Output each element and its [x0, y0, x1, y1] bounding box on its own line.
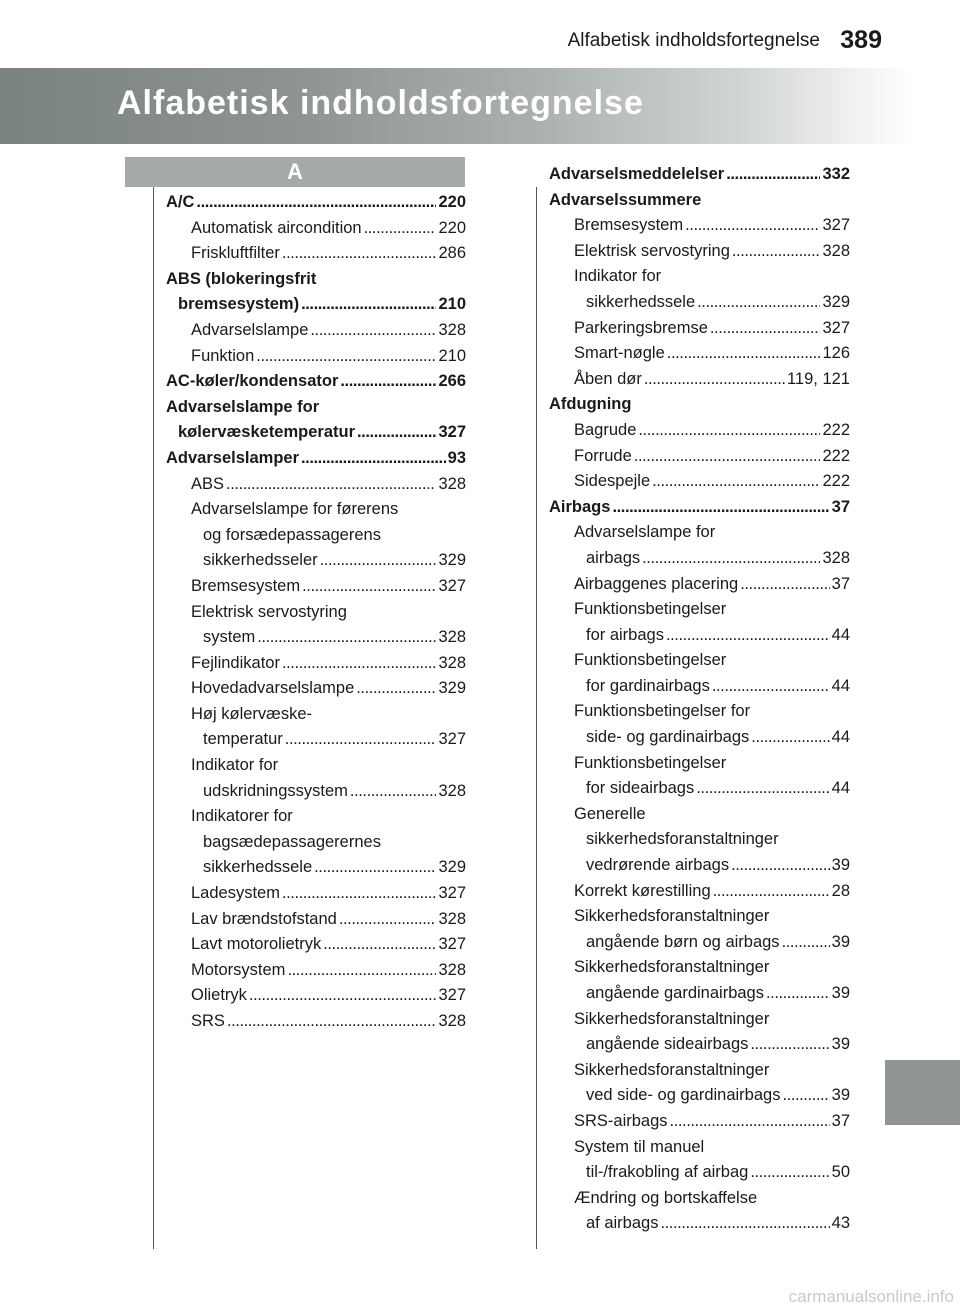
- index-entry-page[interactable]: 44: [831, 779, 850, 798]
- dot-leader: [612, 495, 829, 521]
- index-entry-page[interactable]: 44: [831, 728, 850, 747]
- index-entry: [191, 702, 466, 728]
- index-entry-page[interactable]: 286: [438, 244, 466, 263]
- index-entry-label: sikkerhedssele: [586, 292, 696, 311]
- index-entry-page[interactable]: 329: [438, 551, 466, 570]
- index-entry-label: sikkerhedsseler: [203, 551, 318, 570]
- index-entry-label: airbags: [586, 548, 641, 567]
- index-entry-label: Lav brændstofstand: [191, 909, 337, 928]
- index-entry-page[interactable]: 50: [831, 1163, 850, 1182]
- index-entry-page[interactable]: 222: [822, 420, 850, 439]
- dot-leader: [302, 574, 436, 600]
- index-entry: [191, 881, 466, 907]
- index-entry-label: Funktionsbetingelser: [574, 651, 727, 670]
- index-entry: [586, 1032, 850, 1058]
- dot-leader: [357, 420, 436, 446]
- index-entry: [586, 1160, 850, 1186]
- index-entry-page[interactable]: 328: [438, 653, 466, 672]
- index-entry-page[interactable]: 329: [438, 858, 466, 877]
- dot-leader: [227, 1009, 437, 1035]
- index-entry: [574, 751, 850, 777]
- dot-leader: [731, 853, 830, 879]
- index-entry: [574, 469, 850, 495]
- index-entry: [574, 1186, 850, 1212]
- index-entry: [191, 472, 466, 498]
- index-entry-page[interactable]: 332: [822, 165, 850, 183]
- index-entry: [586, 623, 850, 649]
- index-entry: [203, 548, 466, 574]
- index-entry-page[interactable]: 39: [831, 1035, 850, 1054]
- index-entry: [191, 958, 466, 984]
- index-entry-label: Motorsystem: [191, 960, 286, 979]
- index-entry-page[interactable]: 222: [822, 446, 850, 465]
- index-entry: [574, 597, 850, 623]
- index-entry-label: Advarselssummere: [549, 190, 702, 209]
- index-entry-page[interactable]: 210: [438, 346, 466, 365]
- index-entry: [191, 651, 466, 677]
- dot-leader: [685, 213, 820, 239]
- index-entry-label: Smart-nøgle: [574, 344, 665, 363]
- index-entry-page[interactable]: 43: [831, 1214, 850, 1233]
- index-entry-label: Afdugning: [549, 395, 632, 414]
- dot-leader: [301, 446, 446, 472]
- index-entry-label: AC-køler/kondensator: [166, 372, 339, 391]
- index-entry: [178, 420, 466, 446]
- index-entry: [191, 1009, 466, 1035]
- index-entry: [586, 981, 850, 1007]
- index-entry-page[interactable]: 328: [438, 909, 466, 928]
- index-entry: [203, 523, 466, 549]
- index-entry-label: kølervæsketemperatur: [178, 423, 356, 442]
- index-entry-page[interactable]: 210: [438, 295, 466, 314]
- index-entry-page[interactable]: 37: [831, 497, 850, 516]
- index-entry: [574, 1135, 850, 1161]
- index-entry: [574, 879, 850, 905]
- index-entry: [191, 983, 466, 1009]
- index-entry-page[interactable]: 328: [438, 781, 466, 800]
- dot-leader: [320, 548, 437, 574]
- index-entry: [203, 727, 466, 753]
- index-entry: [574, 1007, 850, 1033]
- index-entry-page[interactable]: 328: [438, 474, 466, 493]
- dot-leader: [726, 162, 820, 188]
- index-entry: [191, 600, 466, 626]
- index-entry-label: sikkerhedsforanstaltninger: [586, 830, 779, 849]
- dot-leader: [356, 676, 436, 702]
- index-entry-label: Advarselsmeddelelser: [549, 165, 725, 183]
- index-entry-label: udskridningssystem: [203, 781, 348, 800]
- index-entry-label: Advarselslampe for: [574, 523, 716, 542]
- index-entry-label: Åben dør: [574, 369, 642, 388]
- dot-leader: [644, 367, 785, 393]
- index-entry-page[interactable]: 266: [438, 372, 466, 391]
- dot-leader: [282, 241, 437, 267]
- index-entry-label: Elektrisk servostyring: [191, 602, 347, 621]
- index-entry: [586, 1083, 850, 1109]
- index-entry: [586, 546, 850, 572]
- index-entry-label: Lavt motorolietryk: [191, 935, 322, 954]
- dot-leader: [301, 292, 436, 318]
- index-entry-page[interactable]: 28: [831, 881, 850, 900]
- index-entry: [191, 753, 466, 779]
- dot-leader: [696, 776, 829, 802]
- index-entry-label: Sikkerhedsforanstaltninger: [574, 907, 770, 926]
- dot-leader: [710, 316, 821, 342]
- index-entry-label: bagsædepassagerernes: [203, 832, 381, 851]
- watermark: carmanualsonline.info: [788, 1287, 954, 1306]
- index-entry-label: for sideairbags: [586, 779, 695, 798]
- index-entry-label: System til manuel: [574, 1137, 705, 1156]
- section-letter: A: [287, 159, 303, 184]
- index-entry: [191, 907, 466, 933]
- index-entry-label: A/C: [166, 193, 195, 211]
- dot-leader: [660, 1211, 829, 1237]
- index-entry-label: Ændring og bortskaffelse: [574, 1188, 758, 1207]
- index-entry: [574, 264, 850, 290]
- dot-leader: [249, 983, 437, 1009]
- index-entry-label: Sikkerhedsforanstaltninger: [574, 1009, 770, 1028]
- index-entry-page[interactable]: 126: [822, 344, 850, 363]
- index-entry: [166, 395, 466, 421]
- index-entry-page[interactable]: 327: [438, 935, 466, 954]
- index-entry-page[interactable]: 328: [438, 628, 466, 647]
- index-entry-page[interactable]: 44: [831, 625, 850, 644]
- index-entry-label: Olietryk: [191, 986, 247, 1005]
- index-entry-label: Advarselslampe for førerens: [191, 500, 399, 519]
- dot-leader: [287, 958, 436, 984]
- dot-leader: [670, 1109, 830, 1135]
- index-entry-page[interactable]: 328: [438, 1012, 466, 1030]
- dot-leader: [713, 879, 830, 905]
- index-entry: [586, 1211, 850, 1237]
- index-entry-page[interactable]: 327: [822, 216, 850, 235]
- dot-leader: [751, 725, 829, 751]
- index-entry: [549, 392, 850, 418]
- index-entry: [574, 1109, 850, 1135]
- index-entry: [549, 495, 850, 521]
- index-entry-page[interactable]: 328: [822, 241, 850, 260]
- title-bar: [0, 68, 960, 144]
- index-entry: [574, 572, 850, 598]
- index-entry-label: SRS: [191, 1012, 225, 1030]
- index-entry: [191, 676, 466, 702]
- dot-leader: [697, 290, 820, 316]
- index-entry-label: angående sideairbags: [586, 1035, 749, 1054]
- index-entry-label: bremsesystem): [178, 295, 300, 314]
- index-entry: [574, 341, 850, 367]
- running-header: [0, 22, 960, 62]
- index-entry-label: SRS-airbags: [574, 1111, 668, 1130]
- index-entry-label: Sikkerhedsforanstaltninger: [574, 958, 770, 977]
- index-entry-label: Parkeringsbremse: [574, 318, 708, 337]
- index-entry-label: side- og gardinairbags: [586, 728, 750, 747]
- index-entry-page[interactable]: 220: [438, 218, 466, 237]
- index-entry-label: Funktionsbetingelser for: [574, 702, 751, 721]
- dot-leader: [282, 651, 437, 677]
- index-entry: [166, 369, 466, 395]
- index-entry: [574, 316, 850, 342]
- index-entry-label: ABS: [191, 474, 225, 493]
- index-entry-label: Høj kølervæske-: [191, 704, 313, 723]
- dot-leader: [782, 930, 830, 956]
- index-entry: [549, 162, 850, 188]
- index-entry-label: Airbaggenes placering: [574, 574, 739, 593]
- dot-leader: [712, 674, 830, 700]
- index-entry-page[interactable]: 220: [438, 193, 466, 211]
- index-entry-label: vedrørende airbags: [586, 856, 730, 875]
- index-entry: [166, 446, 466, 472]
- index-entry-label: Korrekt kørestilling: [574, 881, 711, 900]
- index-entry-label: Funktionsbetingelser: [574, 753, 727, 772]
- index-entry-page[interactable]: 327: [438, 423, 466, 442]
- dot-leader: [634, 444, 821, 470]
- index-entry-label: Bremsesystem: [191, 576, 301, 595]
- index-entry-label: Fejlindikator: [191, 653, 280, 672]
- index-entry-label: ved side- og gardinairbags: [586, 1086, 781, 1105]
- index-entry-label: Generelle: [574, 804, 646, 823]
- index-column-left: [166, 190, 466, 1035]
- dot-leader: [766, 981, 830, 1007]
- dot-leader: [350, 779, 437, 805]
- index-entry-label: Indikator for: [191, 756, 279, 775]
- index-entry: [586, 290, 850, 316]
- index-entry-page[interactable]: 328: [438, 960, 466, 979]
- index-entry: [191, 318, 466, 344]
- index-entry-label: temperatur: [203, 730, 283, 749]
- index-entry-page[interactable]: 37: [831, 574, 850, 593]
- index-entry-label: angående børn og airbags: [586, 932, 780, 951]
- index-entry-label: Advarselslampe: [191, 320, 309, 339]
- right-column-rule: [536, 187, 537, 1249]
- index-entry: [191, 344, 466, 370]
- index-entry-label: og forsædepassagerens: [203, 525, 381, 544]
- index-entry-page[interactable]: 329: [438, 679, 466, 698]
- index-entry-page[interactable]: 327: [438, 884, 466, 903]
- index-entry: [203, 625, 466, 651]
- dot-leader: [666, 623, 830, 649]
- index-entry-page[interactable]: 327: [438, 986, 466, 1005]
- index-entry-page[interactable]: 327: [438, 730, 466, 749]
- index-entry-label: Funktion: [191, 346, 255, 365]
- index-entry-label: til-/frakobling af airbag: [586, 1163, 749, 1182]
- index-entry-label: Indikatorer for: [191, 807, 293, 826]
- index-entry: [574, 802, 850, 828]
- index-entry: [586, 674, 850, 700]
- dot-leader: [257, 625, 436, 651]
- index-entry-label: for gardinairbags: [586, 676, 710, 695]
- index-entry-label: Airbags: [549, 497, 611, 516]
- index-entry-label: Bagrude: [574, 420, 637, 439]
- dot-leader: [310, 318, 436, 344]
- index-entry: [191, 932, 466, 958]
- dot-leader: [226, 472, 436, 498]
- index-entry: [191, 216, 466, 242]
- index-entry-label: Forrude: [574, 446, 632, 465]
- index-entry-label: Elektrisk servostyring: [574, 241, 730, 260]
- index-entry: [203, 855, 466, 881]
- index-entry: [178, 292, 466, 318]
- index-entry-page[interactable]: 39: [831, 984, 850, 1002]
- index-entry-page[interactable]: 119, 121: [786, 369, 850, 388]
- index-entry-label: ABS (blokeringsfrit: [166, 269, 317, 288]
- dot-leader: [364, 216, 437, 242]
- index-entry-label: Ladesystem: [191, 884, 280, 903]
- index-entry-page[interactable]: 328: [822, 548, 850, 567]
- index-entry-label: Advarselslampe for: [166, 397, 320, 416]
- index-entry-page[interactable]: 37: [831, 1111, 850, 1130]
- index-entry-page[interactable]: 39: [831, 856, 850, 875]
- index-entry-page[interactable]: 44: [831, 676, 850, 695]
- index-entry-label: Automatisk aircondition: [191, 218, 362, 237]
- index-entry: [574, 904, 850, 930]
- index-entry-label: sikkerhedssele: [203, 858, 313, 877]
- index-entry-label: Sikkerhedsforanstaltninger: [574, 1060, 770, 1079]
- index-entry-label: af airbags: [586, 1214, 659, 1233]
- dot-leader: [340, 369, 436, 395]
- index-entry-label: for airbags: [586, 625, 664, 644]
- index-entry-page[interactable]: 327: [822, 318, 850, 337]
- index-entry-label: angående gardinairbags: [586, 984, 764, 1002]
- index-entry: [191, 497, 466, 523]
- index-entry: [574, 367, 850, 393]
- index-entry-page[interactable]: 39: [831, 1086, 850, 1105]
- index-entry-label: Hovedadvarselslampe: [191, 679, 355, 698]
- dot-leader: [256, 344, 436, 370]
- index-entry: [549, 188, 850, 214]
- dot-leader: [732, 239, 821, 265]
- dot-leader: [642, 546, 820, 572]
- index-entry: [574, 1058, 850, 1084]
- left-column-rule: [153, 187, 154, 1249]
- index-entry-page[interactable]: 39: [831, 932, 850, 951]
- index-entry-page[interactable]: 222: [822, 472, 850, 491]
- index-entry-label: Sidespejle: [574, 472, 651, 491]
- index-entry: [574, 520, 850, 546]
- dot-leader: [638, 418, 820, 444]
- index-entry: [586, 930, 850, 956]
- index-entry-page[interactable]: 93: [447, 448, 466, 467]
- dot-leader: [196, 190, 436, 216]
- index-entry-page[interactable]: 327: [438, 576, 466, 595]
- index-entry: [574, 955, 850, 981]
- dot-leader: [339, 907, 437, 933]
- index-entry: [574, 418, 850, 444]
- section-letter-box: [125, 157, 465, 187]
- index-entry: [586, 725, 850, 751]
- dot-leader: [323, 932, 436, 958]
- index-entry: [574, 648, 850, 674]
- page-number: 389: [840, 26, 882, 54]
- dot-leader: [285, 727, 437, 753]
- index-entry: [166, 267, 466, 293]
- dot-leader: [282, 881, 437, 907]
- index-entry: [203, 779, 466, 805]
- index-entry: [574, 444, 850, 470]
- index-entry: [203, 830, 466, 856]
- dot-leader: [740, 572, 829, 598]
- index-column-right: [549, 162, 850, 1237]
- index-entry: [586, 776, 850, 802]
- dot-leader: [314, 855, 436, 881]
- index-entry: [191, 574, 466, 600]
- index-entry-page[interactable]: 328: [438, 320, 466, 339]
- index-entry: [586, 827, 850, 853]
- index-entry: [191, 241, 466, 267]
- index-entry-label: Indikator for: [574, 267, 662, 286]
- index-entry-label: Advarselslamper: [166, 448, 299, 467]
- dot-leader: [667, 341, 821, 367]
- running-title: Alfabetisk indholdsfortegnelse: [567, 30, 820, 51]
- index-entry: [574, 699, 850, 725]
- dot-leader: [652, 469, 820, 495]
- dot-leader: [750, 1160, 829, 1186]
- index-entry-label: system: [203, 628, 256, 647]
- index-entry-label: Friskluftfilter: [191, 244, 280, 263]
- index-entry: [166, 190, 466, 216]
- side-thumb-tab: [885, 1060, 960, 1125]
- index-entry-page[interactable]: 329: [822, 292, 850, 311]
- index-entry-label: Funktionsbetingelser: [574, 600, 727, 619]
- index-entry-label: Bremsesystem: [574, 216, 684, 235]
- index-entry: [574, 239, 850, 265]
- dot-leader: [750, 1032, 829, 1058]
- index-entry: [191, 804, 466, 830]
- page-title: Alfabetisk indholdsfortegnelse: [117, 84, 644, 122]
- index-entry: [586, 853, 850, 879]
- dot-leader: [782, 1083, 829, 1109]
- index-entry: [574, 213, 850, 239]
